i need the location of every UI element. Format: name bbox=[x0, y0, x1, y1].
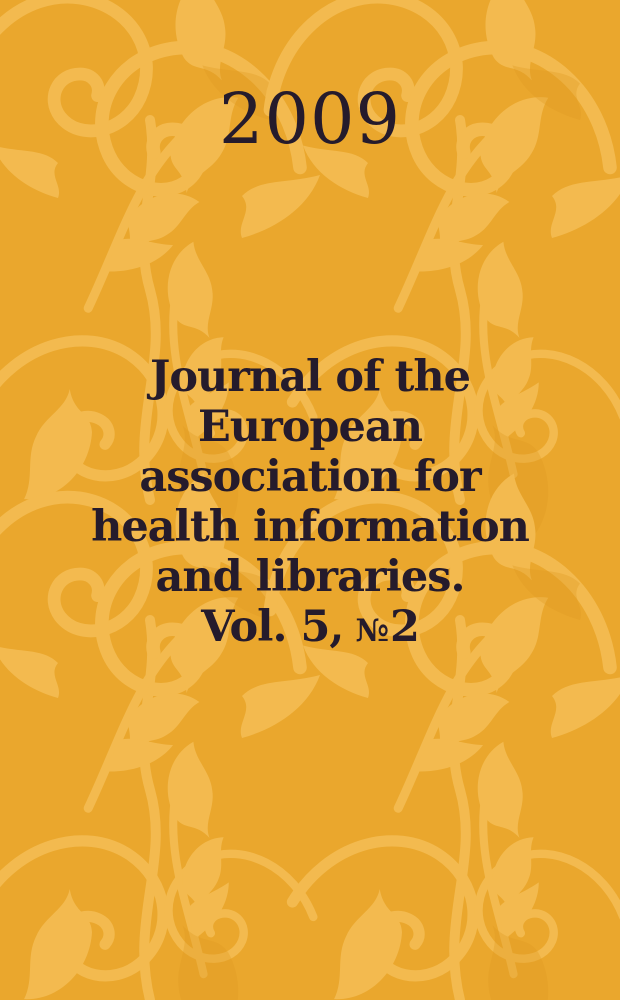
issue-number: 2 bbox=[390, 602, 419, 652]
title-line: Journal of the bbox=[149, 352, 470, 402]
volume-label: Vol. 5, bbox=[201, 602, 344, 652]
volume-issue-line bbox=[0, 602, 620, 656]
title-line: association for bbox=[139, 452, 481, 502]
title-line: European bbox=[198, 402, 422, 452]
numero-sign: № bbox=[355, 613, 388, 649]
cover-title bbox=[0, 352, 620, 656]
cover-year: 2009 bbox=[218, 78, 402, 160]
title-line: and libraries. bbox=[155, 552, 465, 602]
title-line: health information bbox=[91, 502, 529, 552]
